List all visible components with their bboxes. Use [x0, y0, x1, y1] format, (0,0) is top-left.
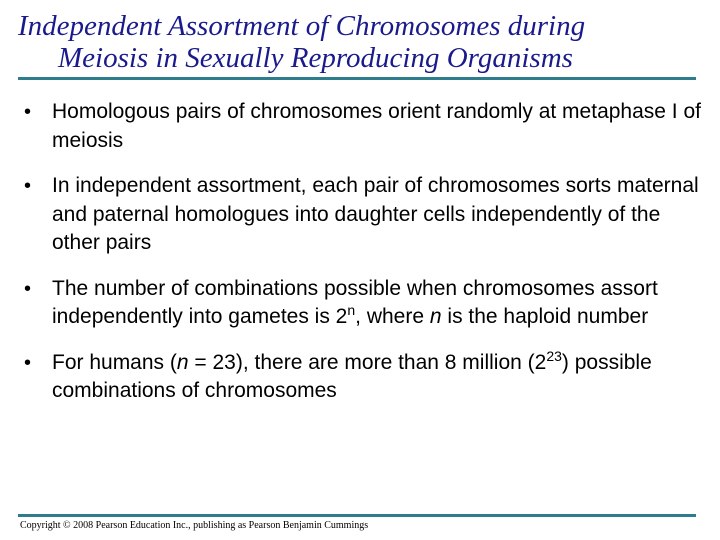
footer-divider: [18, 514, 696, 517]
bullet-dot-icon: •: [24, 101, 32, 123]
copyright-footer: Copyright © 2008 Pearson Education Inc., publishing as Pearson Benjamin Cummings: [20, 520, 369, 531]
bullet-text-part: The number of combinations possible when chromosomes assort independently into gametes is 2: [52, 276, 658, 328]
exponent: 23: [546, 347, 562, 364]
bullet-item: [24, 172, 704, 258]
bullet-item: [24, 275, 704, 332]
slide-title-line-1: Independent Assortment of Chromosomes during: [18, 10, 586, 42]
variable: n: [176, 350, 189, 374]
variable: n: [429, 305, 442, 328]
bullet-item: [24, 349, 704, 406]
exponent: n: [347, 302, 356, 318]
bullet-text-part: , where: [355, 305, 430, 328]
slide-title: [0, 10, 720, 74]
title-divider: [18, 77, 696, 80]
bullet-text-part: For humans (: [52, 350, 177, 374]
bullet-text: In independent assortment, each pair of chromosomes sorts maternal and paternal homologues into daughter cells independently of the other pairs: [52, 174, 699, 254]
bullet-dot-icon: •: [24, 175, 32, 197]
bullet-list: [24, 98, 704, 423]
bullet-text-part: ) possible combinations of chromosomes: [52, 350, 652, 402]
bullet-text-part: is the haploid number: [441, 305, 649, 328]
bullet-text-part: = 23), there are more than 8 million (2: [188, 350, 547, 374]
bullet-dot-icon: •: [24, 277, 32, 300]
bullet-item: [24, 98, 704, 155]
bullet-text: Homologous pairs of chromosomes orient randomly at metaphase I of meiosis: [52, 100, 701, 152]
bullet-dot-icon: •: [24, 351, 32, 374]
slide-title-line-2: Meiosis in Sexually Reproducing Organisms: [58, 42, 573, 74]
